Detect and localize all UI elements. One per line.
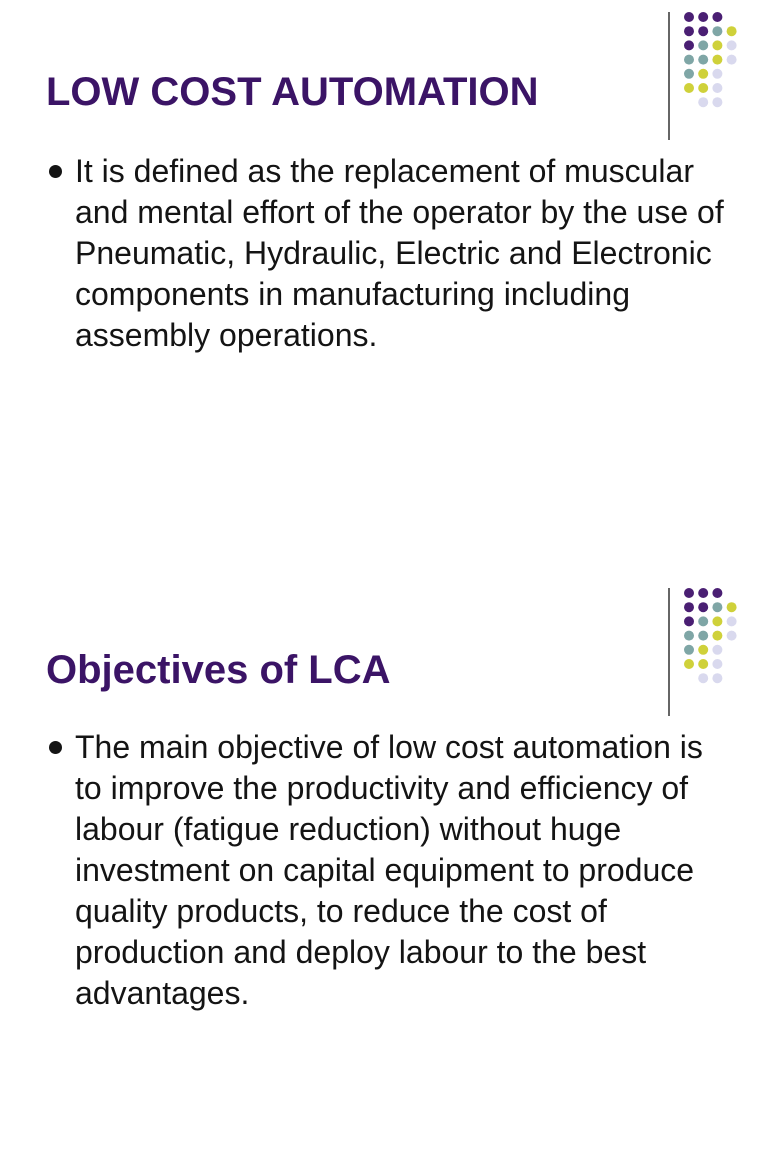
decorative-dot xyxy=(712,616,722,626)
decorative-dot xyxy=(684,26,694,36)
bullet-item xyxy=(46,727,726,1014)
decorative-dot xyxy=(712,40,722,50)
decorative-dot xyxy=(712,602,722,612)
decorative-dot xyxy=(698,97,708,107)
decorative-dot xyxy=(712,83,722,93)
bullet-point-icon xyxy=(46,151,75,192)
decorative-dot xyxy=(698,602,708,612)
decorative-dot xyxy=(684,616,694,626)
bullet-list xyxy=(46,151,726,356)
decorative-dot xyxy=(698,616,708,626)
decorative-dot xyxy=(712,69,722,79)
decorative-dot xyxy=(712,588,722,598)
decorative-dot xyxy=(698,645,708,655)
decorative-dot xyxy=(698,588,708,598)
decorative-dot xyxy=(727,616,737,626)
decorative-dot xyxy=(684,55,694,65)
slide-title: LOW COST AUTOMATION xyxy=(46,70,539,114)
decorative-dot xyxy=(698,631,708,641)
decorative-dot xyxy=(712,673,722,683)
decorative-dot xyxy=(712,55,722,65)
bullet-list xyxy=(46,727,726,1014)
decorative-dot xyxy=(684,645,694,655)
decorative-dot xyxy=(698,83,708,93)
decorative-dot xyxy=(684,12,694,22)
decorative-dot xyxy=(712,26,722,36)
slide-title: Objectives of LCA xyxy=(46,648,391,692)
decorative-dot xyxy=(727,602,737,612)
decorative-dot xyxy=(698,40,708,50)
bullet-text: It is defined as the replacement of muscular and mental effort of the operator by the use of Pneumatic, Hydraulic, Electric and Electronic components in manufacturing including assembly operations. xyxy=(75,153,724,353)
decorative-dot xyxy=(698,673,708,683)
decorative-dot xyxy=(698,69,708,79)
decorative-dot xyxy=(712,645,722,655)
decorative-dot xyxy=(684,659,694,669)
decorative-dot xyxy=(684,69,694,79)
decorative-dot xyxy=(684,40,694,50)
decorative-dot xyxy=(727,55,737,65)
decorative-dot xyxy=(698,55,708,65)
decorative-dot xyxy=(684,83,694,93)
decorative-dot xyxy=(727,631,737,641)
decorative-dot xyxy=(698,659,708,669)
bullet-point-icon xyxy=(46,727,75,768)
decorative-dot xyxy=(727,26,737,36)
decorative-dot xyxy=(712,659,722,669)
decorative-dot xyxy=(712,97,722,107)
decorative-dot xyxy=(684,602,694,612)
decorative-dot xyxy=(698,12,708,22)
slide-2 xyxy=(0,576,768,1152)
decorative-dot xyxy=(698,26,708,36)
bullet-item xyxy=(46,151,726,356)
decorative-dot xyxy=(684,631,694,641)
decorative-dot xyxy=(712,12,722,22)
decorative-dot xyxy=(712,631,722,641)
decorative-dot xyxy=(684,588,694,598)
decorative-dot xyxy=(727,40,737,50)
bullet-text: The main objective of low cost automation is to improve the productivity and efficiency of labour (fatigue reduction) without huge investment on capital equipment to produce quality products, to reduce the cost of production and deploy labour to the best advantages. xyxy=(75,729,703,1011)
